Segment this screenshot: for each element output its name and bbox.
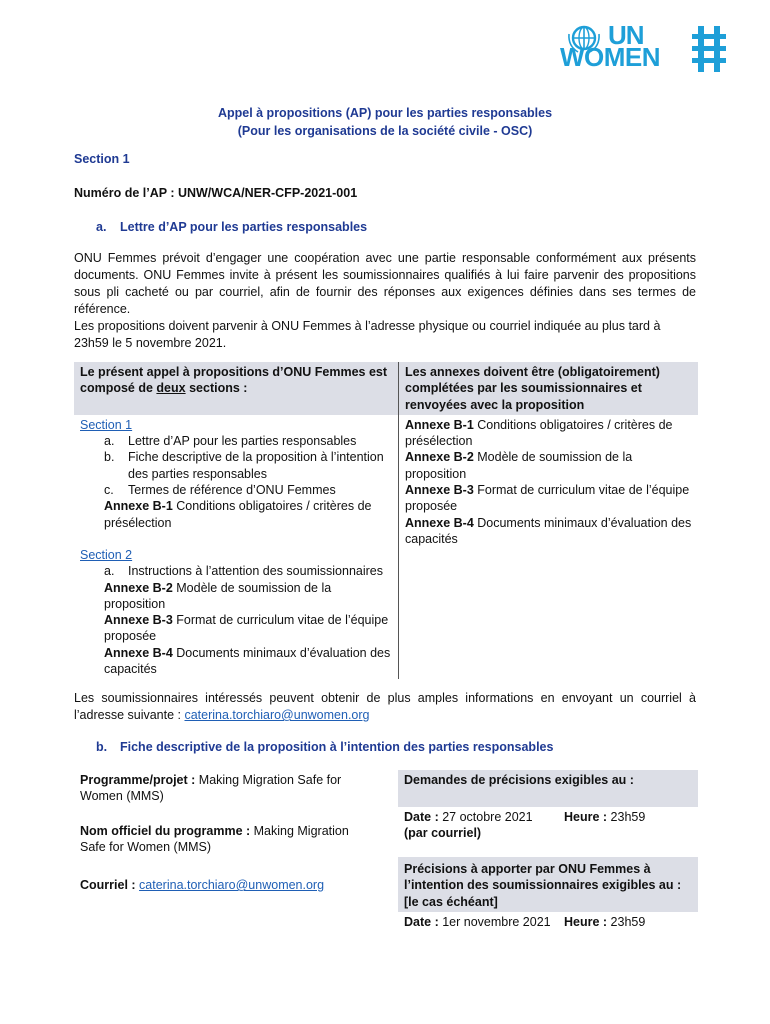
programme-cell: Programme/projet : Making Migration Safe for Women (MMS): [80, 773, 342, 804]
document-title: [0, 104, 770, 140]
intro-p1: ONU Femmes prévoit d’engager une coopération avec une partie responsable conformément aux présents documents. ONU Femmes invite à présent les soumissionnaires qualifiés à lui faire parvenir des propositions sous pli cacheté ou par courriel, afin de fournir des réponses aux exigences définies dans ses termes de référence.: [74, 251, 696, 316]
composition-right-body: [399, 415, 699, 679]
composition-table: [74, 362, 698, 679]
annex-item: Annexe B-1 Conditions obligatoires / critères de présélection: [104, 499, 372, 530]
list-item: b. Fiche descriptive de la proposition à l’intention des parties responsables: [104, 450, 384, 481]
contact-text: Les soumissionnaires intéressés peuvent obtenir de plus amples informations en envoyant un courriel à l’adresse suivante :: [74, 691, 696, 722]
list-item: c. Termes de référence d’ONU Femmes: [104, 483, 336, 498]
logo-un-text: UN: [608, 20, 644, 50]
annex-item: Annexe B-1 Conditions obligatoires / critères de présélection: [405, 417, 673, 449]
annex-item: Annexe B-3 Format de curriculum vitae de l’équipe proposée: [104, 613, 389, 644]
subsection-b-text: Fiche descriptive de la proposition à l’intention des parties responsables: [120, 740, 554, 754]
official-name-cell: Nom officiel du programme : Making Migration Safe for Women (MMS): [80, 823, 349, 854]
list-item: a. Lettre d’AP pour les parties responsables: [104, 434, 357, 449]
list-item: a. Instructions à l’attention des soumissionnaires: [104, 564, 383, 579]
contact-paragraph: [74, 690, 696, 724]
programme-email-link[interactable]: caterina.torchiaro@unwomen.org: [139, 878, 325, 893]
annex-item: Annexe B-2 Modèle de soumission de la proposition: [405, 450, 633, 481]
intro-paragraph: [74, 250, 696, 352]
section-2-link[interactable]: Section 2: [80, 547, 133, 562]
composition-left-body: [74, 415, 399, 679]
clarifications-header: Précisions à apporter par ONU Femmes à l’intention des soumissionnaires exigibles au : [le cas échéant]: [398, 857, 698, 912]
contact-email-link[interactable]: caterina.torchiaro@unwomen.org: [184, 708, 370, 722]
annex-item: Annexe B-4 Documents minimaux d’évaluation des capacités: [104, 645, 391, 677]
ap-number: Numéro de l’AP : UNW/WCA/NER-CFP-2021-001: [74, 186, 358, 200]
underlined-deux: deux: [156, 381, 186, 396]
subsection-b-letter: b.: [96, 740, 108, 754]
proposal-details-table: [74, 770, 698, 932]
un-women-logo: [560, 20, 728, 74]
clarifications-details: Date : 1er novembre 2021 Heure : 23h59: [404, 915, 646, 930]
logo-women-text: WOMEN: [560, 42, 661, 72]
subsection-a-text: Lettre d’AP pour les parties responsables: [120, 220, 368, 234]
title-line-1: Appel à propositions (AP) pour les parties responsables: [217, 106, 553, 120]
annex-item: Annexe B-4 Documents minimaux d’évaluation des capacités: [405, 515, 692, 546]
subsection-a-letter: a.: [96, 220, 107, 234]
requests-header: Demandes de précisions exigibles au :: [398, 770, 698, 807]
requests-note: (par courriel): [404, 825, 482, 840]
composition-right-header: Les annexes doivent être (obligatoirement) complétées par les soumissionnaires et renvoyées avec la proposition: [399, 362, 699, 415]
section-heading: Section 1: [74, 152, 130, 166]
composition-left-header: Le présent appel à propositions d’ONU Femmes est composé de deux sections :: [74, 362, 399, 415]
annex-item: Annexe B-3 Format de curriculum vitae de l’équipe proposée: [405, 483, 690, 514]
intro-p2: Les propositions doivent parvenir à ONU Femmes à l’adresse physique ou courriel indiquée au plus tard à 23h59 le 5 novembre 2021.: [74, 319, 661, 350]
requests-details: Date : 27 octobre 2021 Heure : 23h59 (par courriel): [404, 809, 646, 840]
email-cell: Courriel : caterina.torchiaro@unwomen.org: [80, 878, 325, 893]
section-1-link[interactable]: Section 1: [80, 417, 133, 432]
title-line-2: (Pour les organisations de la société civile - OSC): [237, 124, 533, 138]
subsection-b-heading: [96, 740, 553, 754]
subsection-a-heading: [96, 220, 367, 234]
annex-item: Annexe B-2 Modèle de soumission de la proposition: [104, 580, 332, 611]
women-symbol-icon: [692, 26, 726, 72]
